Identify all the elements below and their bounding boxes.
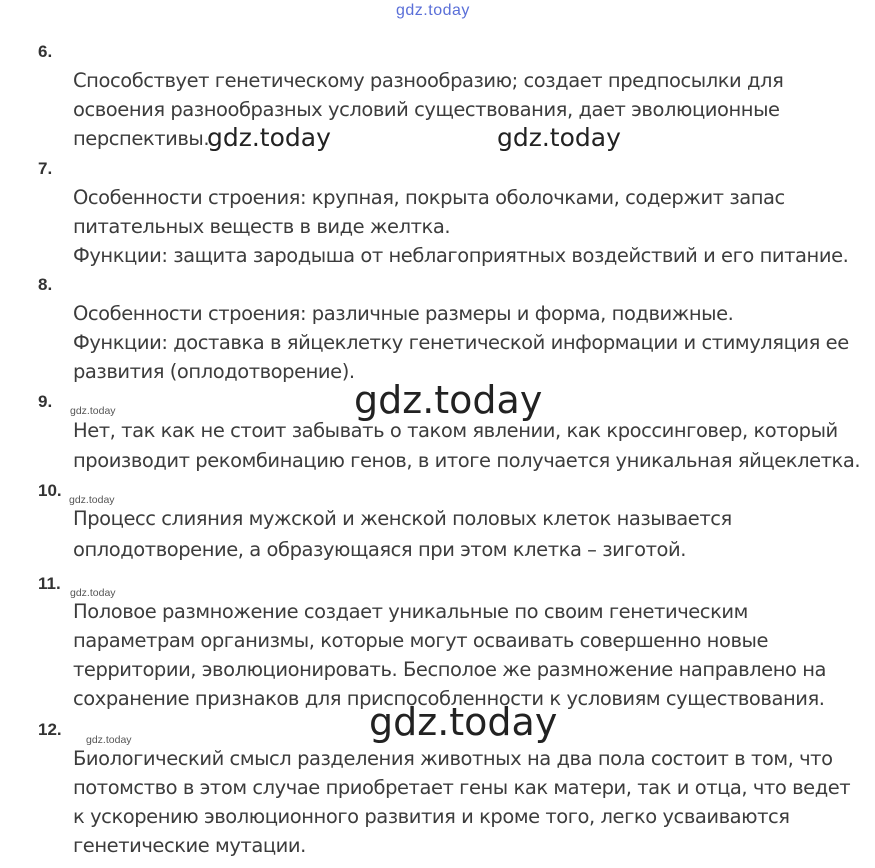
answer-number-6: 6. — [38, 42, 53, 61]
answer-11-line-2: параметрам организмы, которые могут осваивать совершенно новые — [73, 629, 768, 652]
answer-12-line-2: потомство в этом случае приобретает гены как матери, так и отца, что ведет — [73, 776, 851, 799]
answer-8-line-2: Функции: доставка в яйцеклетку генетической информации и стимуляция ее — [73, 331, 849, 354]
watermark-text: gdz.today — [369, 700, 558, 744]
answer-number-10: 10. — [38, 481, 62, 500]
answer-11-line-4: сохранение признаков для приспособленности к условиям существования. — [73, 687, 825, 710]
answer-number-7: 7. — [38, 159, 53, 178]
watermark-top: gdz.today — [396, 2, 470, 19]
answer-7-line-2: питательных веществ в виде желтка. — [73, 215, 451, 238]
answer-9-line-1: Нет, так как не стоит забывать о таком явлении, как кроссинговер, который — [73, 419, 838, 442]
answer-8-line-3: развития (оплодотворение). — [73, 360, 355, 383]
answer-12-line-3: к ускорению эволюционного развития и кроме того, легко усваиваются — [73, 805, 790, 828]
answer-6-line-1: Способствует генетическому разнообразию; создает предпосылки для — [73, 69, 784, 92]
answer-10-line-1: Процесс слияния мужской и женской половых клеток называется — [73, 507, 732, 530]
answer-8-line-1: Особенности строения: различные размеры и форма, подвижные. — [73, 302, 734, 325]
watermark-small: gdz.today — [86, 734, 132, 746]
answer-11-line-1: Половое размножение создает уникальные по своим генетическим — [73, 600, 748, 623]
answer-10-line-2: оплодотворение, а образующаяся при этом клетка – зиготой. — [73, 538, 687, 561]
watermark-small: gdz.today — [69, 494, 115, 506]
answer-6-line-3: перспективы. — [73, 127, 210, 150]
watermark-text: gdz.today — [207, 123, 331, 152]
answer-12-line-4: генетические мутации. — [73, 834, 306, 857]
answer-7-line-3: Функции: защита зародыша от неблагоприятных воздействий и его питание. — [73, 244, 849, 267]
watermark-text: gdz.today — [354, 378, 543, 422]
answer-6-line-2: освоения разнообразных условий существования, дает эволюционные — [73, 98, 780, 121]
answer-number-12: 12. — [38, 720, 62, 739]
watermark-small: gdz.today — [70, 405, 116, 417]
answer-number-8: 8. — [38, 275, 53, 294]
watermark-small: gdz.today — [70, 587, 116, 599]
answer-11-line-3: территории, эволюционировать. Бесполое же размножение направлено на — [73, 658, 827, 681]
answer-number-9: 9. — [38, 392, 53, 411]
answer-number-11: 11. — [38, 574, 61, 593]
watermark-text: gdz.today — [497, 123, 621, 152]
answer-7-line-1: Особенности строения: крупная, покрыта оболочками, содержит запас — [73, 186, 785, 209]
answer-9-line-2: производит рекомбинацию генов, в итоге получается уникальная яйцеклетка. — [73, 449, 861, 472]
answer-12-line-1: Биологический смысл разделения животных на два пола состоит в том, что — [73, 747, 833, 770]
